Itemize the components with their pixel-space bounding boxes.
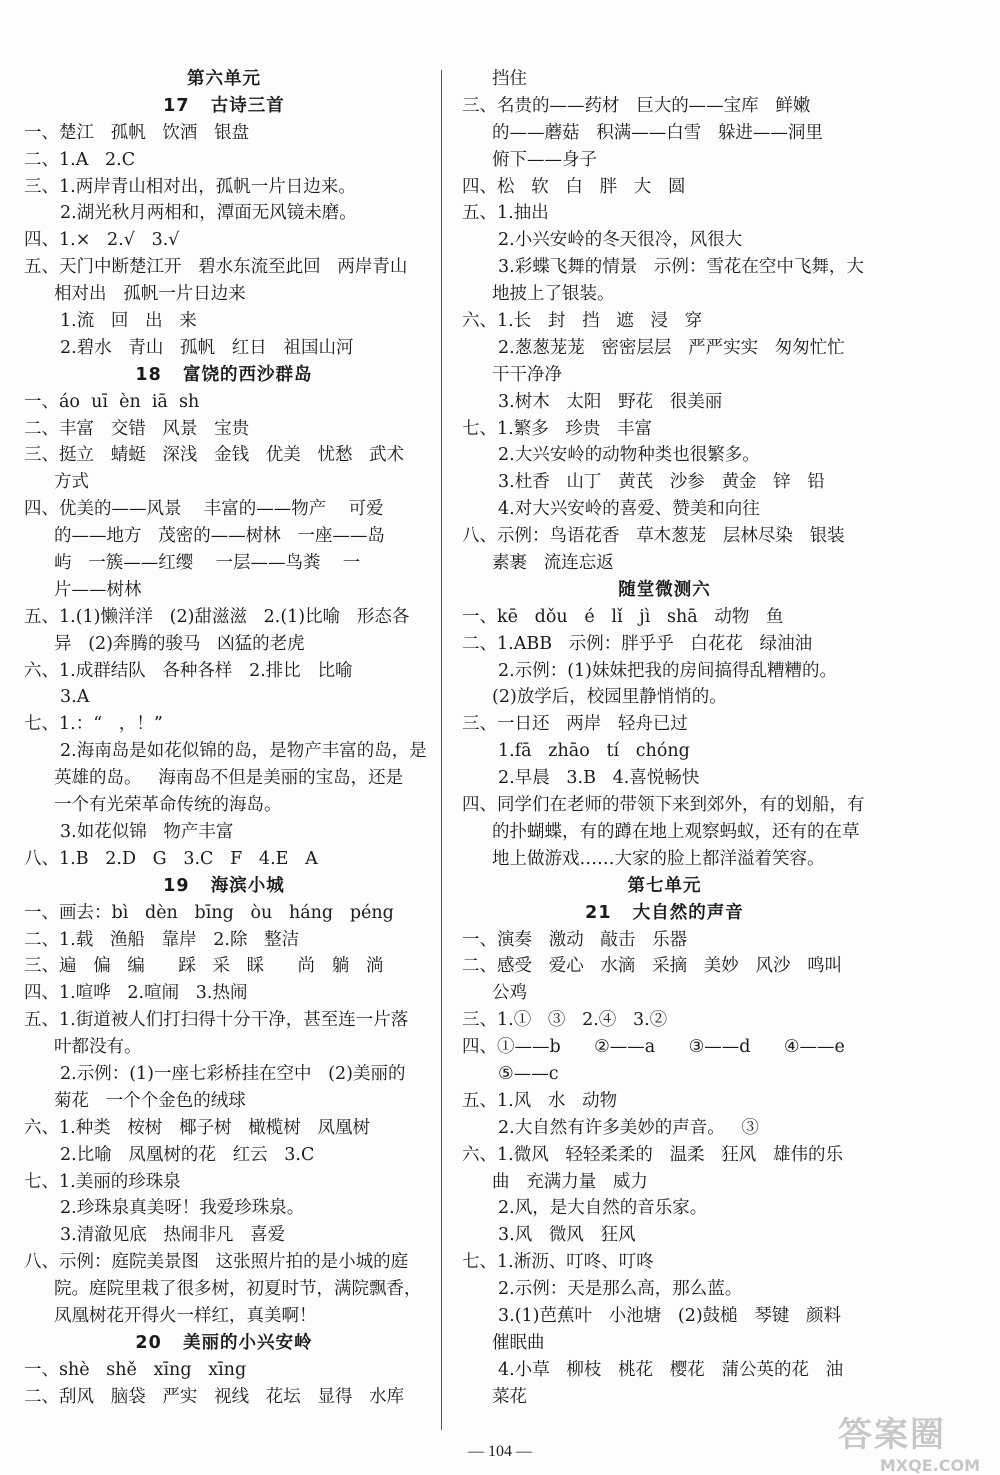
answer-line: 的——地方 茂密的——树林 一座——岛: [54, 526, 385, 547]
answer-line: 叶都没有。: [54, 1037, 142, 1058]
answer-line: 一、画去：bì dèn bīng òu háng péng: [24, 902, 394, 923]
answer-line: 地披上了银装。: [492, 284, 615, 305]
answer-line: 2.碧水 青山 孤帆 红日 祖国山河: [60, 337, 354, 358]
answer-line: 3.清澈见底 热闹非凡 喜爱: [60, 1225, 286, 1246]
answer-line: 六、1.长 封 挡 遮 浸 穿: [462, 311, 703, 332]
answer-line: 的——蘑菇 积满——白雪 躲进——洞里: [492, 122, 823, 143]
answer-line: 菜花: [492, 1386, 527, 1407]
answer-line: 曲 充满力量 威力: [492, 1171, 648, 1192]
answer-line: 六、1.成群结队 各种各样 2.排比 比喻: [24, 660, 353, 681]
answer-line: 八、1.B 2.D G 3.C F 4.E A: [24, 848, 318, 869]
answer-line: 屿 一簇——红缨 一层——鸟粪 一: [54, 553, 361, 574]
answer-line: 的扑蝴蝶，有的蹲在地上观察蚂蚁，还有的在草: [492, 821, 860, 842]
answer-line: 俯下——身子: [492, 149, 597, 170]
answer-line: 七、1.：“ ，！”: [24, 714, 163, 735]
answer-line: 凤凰树花开得火一样红，真美啊！: [54, 1305, 317, 1326]
answer-line: 3.(1)芭蕉叶 小池塘 (2)鼓槌 琴键 颜料: [498, 1305, 842, 1326]
answer-line: 2.湖光秋月两相和，潭面无风镜未磨。: [60, 203, 357, 224]
watermark-title: 答案圈: [838, 1415, 946, 1455]
section-heading: 第七单元: [627, 875, 702, 896]
answer-line: 四、1.喧哗 2.喧闹 3.热闹: [24, 983, 248, 1004]
watermark-url: MXQE.COM: [879, 1456, 980, 1475]
answer-line: 一、kē dǒu é lǐ jì shā 动物 鱼: [462, 606, 784, 627]
answer-line: 一个有光荣革命传统的海岛。: [54, 795, 282, 816]
answer-line: 八、示例：庭院美景图 这张照片拍的是小城的庭: [24, 1252, 409, 1273]
answer-line: 五、1.街道被人们打扫得十分干净，甚至连一片落: [24, 1010, 409, 1031]
section-heading: 17 古诗三首: [163, 95, 285, 116]
answer-line: 一、楚江 孤帆 饮酒 银盘: [24, 122, 250, 143]
answer-line: 2.大自然有许多美妙的声音。 ③: [498, 1117, 759, 1138]
answer-line: 2.大兴安岭的动物种类也很繁多。: [498, 445, 760, 466]
answer-line: ⑤——c: [498, 1063, 559, 1084]
answer-line: 七、1.美丽的珍珠泉: [24, 1171, 181, 1192]
answer-line: 三、1.① ③ 2.④ 3.②: [462, 1010, 668, 1031]
answer-line: 2.示例：(1)妹妹把我的房间搞得乱糟糟的。: [498, 660, 837, 681]
answer-line: 三、名贵的——药材 巨大的——宝库 鲜嫩: [462, 95, 811, 116]
answer-line: 2.珍珠泉真美呀！我爱珍珠泉。: [60, 1198, 305, 1219]
answer-line: 四、优美的——风景 丰富的——物产 可爱: [24, 499, 384, 520]
answer-line: 片——树林: [54, 579, 142, 600]
answer-line: 3.如花似锦 物产丰富: [60, 821, 234, 842]
answer-line: 二、丰富 交错 风景 宝贵: [24, 418, 250, 439]
answer-line: 3.彩蝶飞舞的情景 示例：雪花在空中飞舞，大: [498, 257, 864, 278]
answer-line: 二、1.ABB 示例：胖乎乎 白花花 绿油油: [462, 633, 813, 654]
answer-line: 一、shè shě xīng xīng: [24, 1359, 247, 1380]
answer-line: 2.比喻 凤凰树的花 红云 3.C: [60, 1144, 315, 1165]
answer-line: 六、1.种类 桉树 椰子树 橄榄树 凤凰树: [24, 1117, 370, 1138]
answer-line: 异 (2)奔腾的骏马 凶猛的老虎: [54, 633, 305, 654]
answer-line: 四、1.× 2.√ 3.√: [24, 230, 180, 251]
right-answer-column: [462, 66, 867, 1411]
answer-line: 3.树木 太阳 野花 很美丽: [498, 391, 723, 412]
answer-line: 英雄的岛。 海南岛不但是美丽的宝岛，还是: [54, 768, 404, 789]
section-heading: 21 大自然的声音: [585, 902, 744, 923]
answer-line: 公鸡: [492, 983, 527, 1004]
page-number: — 104 —: [468, 1443, 532, 1460]
answer-line: 地上做游戏……大家的脸上都洋溢着笑容。: [492, 848, 825, 869]
answer-line: 四、同学们在老师的带领下来到郊外，有的划船，有: [462, 795, 865, 816]
section-heading: 随堂微测六: [618, 579, 711, 600]
answer-line: 八、示例：鸟语花香 草木葱茏 层林尽染 银装: [462, 526, 845, 547]
answer-line: 四、①——b ②——a ③——d ④——e: [462, 1037, 845, 1058]
answer-line: 五、1.(1)懒洋洋 (2)甜滋滋 2.(1)比喻 形态各: [24, 606, 410, 627]
answer-line: 五、天门中断楚江开 碧水东流至此回 两岸青山: [24, 257, 408, 278]
answer-line: (2)放学后，校园里静悄悄的。: [492, 687, 727, 708]
answer-line: 五、1.抽出: [462, 203, 549, 224]
answer-line: 二、刮风 脑袋 严实 视线 花坛 显得 水库: [24, 1386, 405, 1407]
answer-line: 2.海南岛是如花似锦的岛，是物产丰富的岛，是: [60, 741, 427, 762]
answer-line: 二、感受 爱心 水滴 采摘 美妙 风沙 鸣叫: [462, 956, 843, 977]
answer-line: 3.杜香 山丁 黄芪 沙参 黄金 锌 铅: [498, 472, 825, 493]
answer-line: 六、1.微风 轻轻柔柔的 温柔 狂风 雄伟的乐: [462, 1144, 843, 1165]
answer-line: 2.葱葱茏茏 密密层层 严严实实 匆匆忙忙: [498, 337, 845, 358]
answer-line: 相对出 孤帆一片日边来: [54, 284, 246, 305]
section-heading: 20 美丽的小兴安岭: [135, 1332, 313, 1353]
answer-line: 二、1.载 渔船 靠岸 2.除 整洁: [24, 929, 300, 950]
answer-line: 3.A: [60, 687, 90, 708]
answer-line: 2.风，是大自然的音乐家。: [498, 1198, 708, 1219]
answer-line: 1.流 回 出 来: [60, 311, 197, 332]
answer-line: 菊花 一个个金色的绒球: [54, 1090, 246, 1111]
answer-line: 二、1.A 2.C: [24, 149, 136, 170]
answer-line: 2.早晨 3.B 4.喜悦畅快: [498, 768, 700, 789]
answer-line: 一、演奏 激动 敲击 乐器: [462, 929, 688, 950]
column-divider: [441, 70, 442, 1430]
section-heading: 18 富饶的西沙群岛: [135, 364, 313, 385]
answer-line: 1.fā zhāo tí chóng: [498, 741, 690, 762]
answer-line: 院。庭院里栽了很多树，初夏时节，满院飘香，: [54, 1279, 422, 1300]
answer-line: 干干净净: [492, 364, 562, 385]
answer-line: 七、1.繁多 珍贵 丰富: [462, 418, 653, 439]
answer-line: 4.对大兴安岭的喜爱、赞美和向往: [498, 499, 760, 520]
answer-line: 2.示例：天是那么高，那么蓝。: [498, 1279, 743, 1300]
answer-line: 七、1.淅沥、叮咚、叮咚: [462, 1252, 654, 1273]
left-answer-column: [24, 66, 427, 1411]
answer-line: 4.小草 柳枝 桃花 樱花 蒲公英的花 油: [498, 1359, 844, 1380]
section-heading: 第六单元: [187, 69, 261, 89]
answer-line: 三、1.两岸青山相对出，孤帆一片日边来。: [24, 176, 356, 197]
answer-line: 催眠曲: [492, 1332, 545, 1353]
section-heading: 19 海滨小城: [163, 875, 285, 896]
answer-line: 3.风 微风 狂风: [498, 1225, 636, 1246]
watermark-logo: [838, 1407, 988, 1475]
answer-line: 素裹 流连忘返: [492, 553, 614, 574]
answer-line: 四、松 软 白 胖 大 圆: [462, 176, 686, 197]
answer-line: 方式: [54, 472, 89, 493]
answer-line: 2.示例：(1)一座七彩桥挂在空中 (2)美丽的: [60, 1063, 406, 1084]
answer-line: 五、1.风 水 动物: [462, 1090, 618, 1111]
answer-line: 三、遍 偏 编 踩 采 睬 尚 躺 淌: [24, 956, 384, 977]
answer-line: 三、挺立 蜻蜓 深浅 金钱 优美 忧愁 武术: [24, 445, 405, 466]
answer-line: 一、áo uī èn iā sh: [24, 391, 200, 412]
answer-line: 2.小兴安岭的冬天很冷，风很大: [498, 230, 743, 251]
answer-line: 三、一日还 两岸 轻舟已过: [462, 714, 688, 735]
answer-line: 挡住: [492, 69, 527, 89]
